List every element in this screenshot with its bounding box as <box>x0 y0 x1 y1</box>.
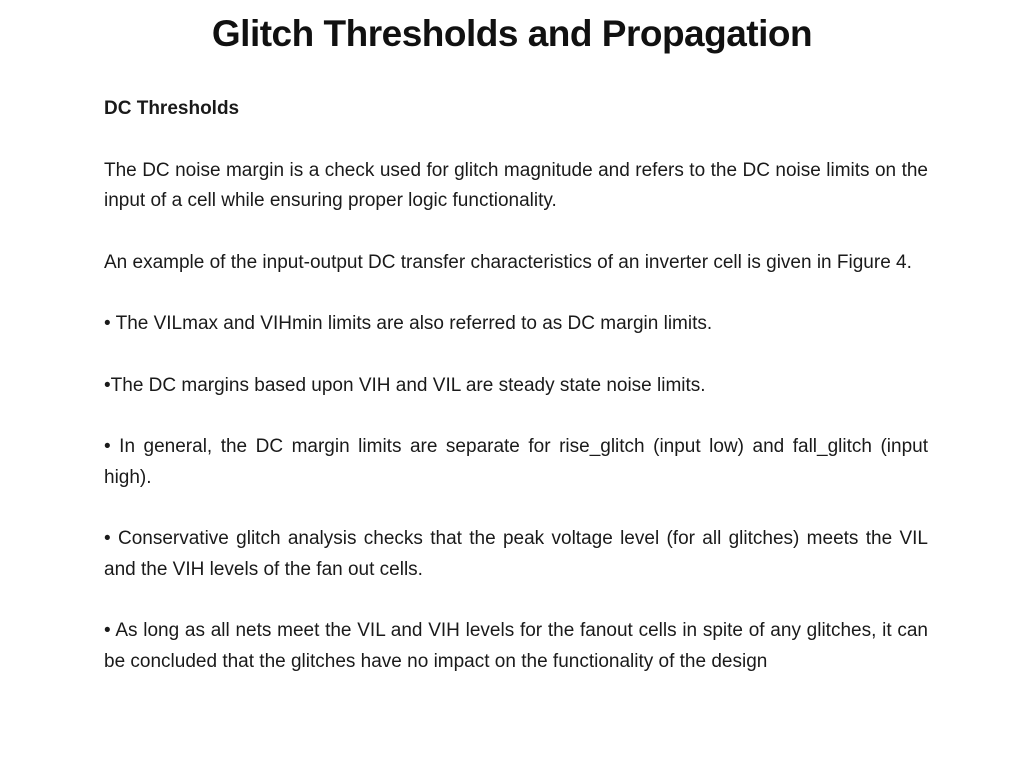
bullet-steady-state-limits: •The DC margins based upon VIH and VIL are steady state noise limits. <box>104 374 706 396</box>
section-heading: DC Thresholds <box>104 98 240 119</box>
paragraph-transfer-characteristics: An example of the input-output DC transfer characteristics of an inverter cell is given in Figure 4. <box>104 251 912 273</box>
bullet-conservative-analysis: • Conservative glitch analysis checks that the peak voltage level (for all glitches) meets the VIL and the VIH levels of the fan out cells. <box>104 528 928 580</box>
slide-title: Glitch Thresholds and Propagation <box>211 13 813 54</box>
bullet-no-impact-conclusion: • As long as all nets meet the VIL and VIH levels for the fanout cells in spite of any glitches, it can be concluded that the glitches have no impact on the functionality of the design <box>104 620 928 672</box>
bullet-dc-margin-limits: • The VILmax and VIHmin limits are also referred to as DC margin limits. <box>104 313 713 334</box>
bullet-rise-fall-glitch: • In general, the DC margin limits are separate for rise_glitch (input low) and fall_glitch (input high). <box>104 436 928 488</box>
paragraph-dc-noise-margin: The DC noise margin is a check used for glitch magnitude and refers to the DC noise limits on the input of a cell while ensuring proper logic functionality. <box>104 159 928 211</box>
slide-body <box>104 94 928 677</box>
